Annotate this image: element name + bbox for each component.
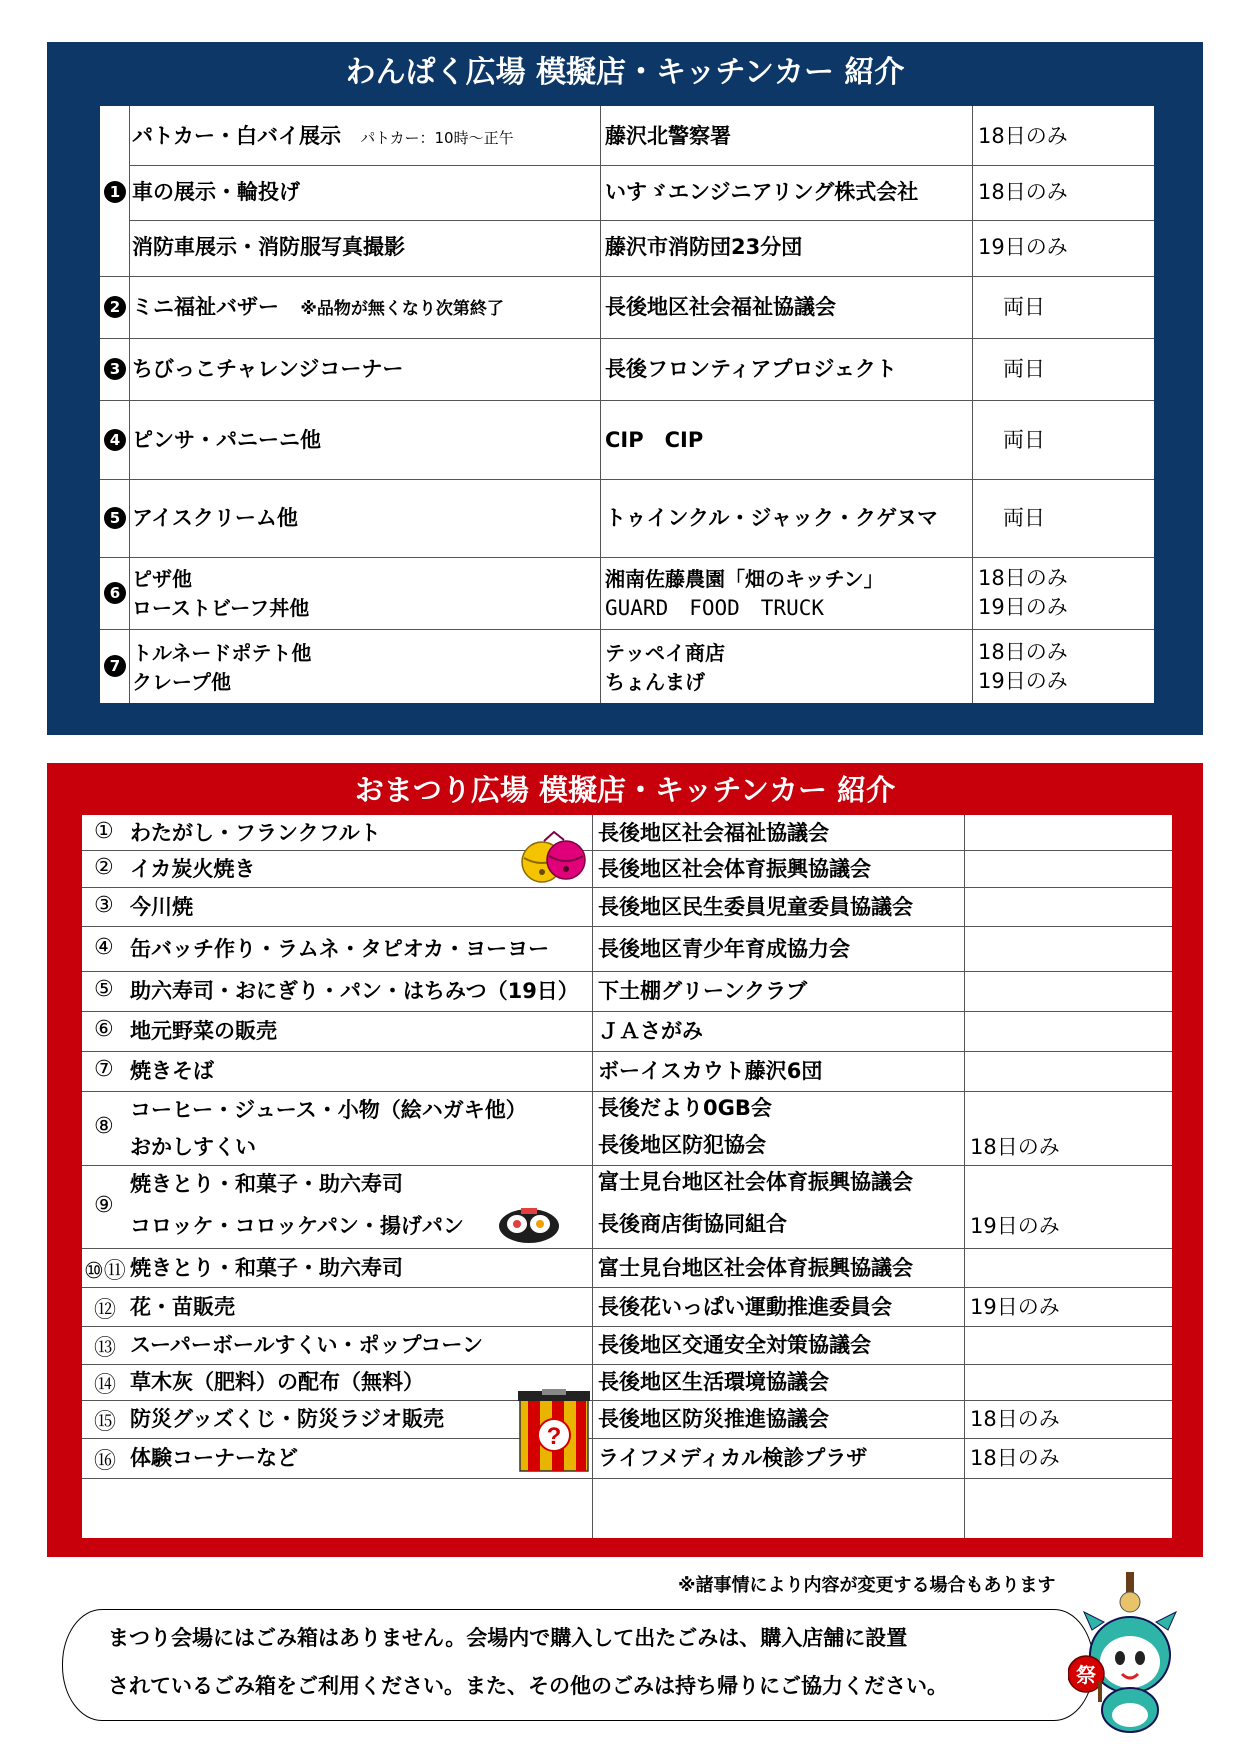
row-number: ⑦ (94, 1057, 114, 1082)
divider (100, 479, 1154, 480)
divider (129, 220, 1154, 221)
item-note: パトカー：10時～正午 (360, 129, 514, 147)
date-label: 18日のみ (970, 1446, 1060, 1470)
item-label: クレープ他 (132, 670, 231, 694)
org-label: テッペイ商店 (605, 641, 725, 665)
org-label: 藤沢北警察署 (605, 124, 731, 148)
date-label: 両日 (1003, 506, 1045, 530)
row-number: ⑯ (94, 1449, 117, 1474)
bells-illustration-icon (520, 828, 588, 886)
org-label: ライフメディカル検診プラザ (598, 1446, 868, 1470)
divider (964, 815, 965, 1538)
item-label: おかしすくい (130, 1135, 256, 1159)
item-label: 体験コーナーなど (130, 1446, 298, 1470)
divider (82, 971, 1172, 972)
org-label: 長後地区生活環境協議会 (598, 1370, 829, 1394)
item-label: 焼きとり・和菓子・助六寿司 (130, 1255, 403, 1280)
divider (82, 1400, 1172, 1401)
row-number: ⑫ (94, 1297, 117, 1323)
org-label: 長後フロンティアプロジェクト (605, 357, 897, 381)
footnote: ※諸事情により内容が変更する場合もあります (678, 1575, 1056, 1596)
divider (82, 926, 1172, 927)
item-label: 車の展示・輪投げ (132, 180, 300, 204)
org-label: 藤沢市消防団23分団 (605, 235, 803, 259)
row-number: ② (94, 854, 114, 880)
row-number: ⑨ (94, 1192, 114, 1218)
item-label: ちびっこチャレンジコーナー (132, 357, 404, 381)
org-label: ＪＡさがみ (598, 1019, 703, 1043)
org-label: 富士見台地区社会体育振興協議会 (598, 1170, 913, 1194)
date-label: 両日 (1003, 357, 1045, 381)
org-label: 富士見台地区社会体育振興協議会 (598, 1255, 913, 1280)
date-label: 18日のみ (970, 1135, 1060, 1159)
org-label: 長後花いっぱい運動推進委員会 (598, 1294, 892, 1319)
divider (82, 1326, 1172, 1327)
row-number: ⑬ (94, 1336, 117, 1361)
item-label: コーヒー・ジュース・小物（絵ハガキ他） (130, 1098, 527, 1122)
org-label: GUARD FOOD TRUCK (605, 596, 825, 620)
trash-notice-line: されているごみ箱をご利用ください。また、その他のごみは持ち帰りにご協力ください。 (108, 1674, 948, 1698)
item-label: 防災グッズくじ・防災ラジオ販売 (130, 1407, 444, 1431)
row-number: ⑭ (94, 1373, 117, 1398)
item-label: 焼きとり・和菓子・助六寿司 (130, 1172, 403, 1196)
omatsuri-section (47, 763, 1203, 1557)
org-label: 長後地区民生委員児童委員協議会 (598, 894, 913, 919)
date-label: 19日のみ (978, 595, 1068, 619)
divider (129, 106, 130, 703)
org-label: 長後地区防災推進協議会 (598, 1407, 829, 1431)
date-label: 18日のみ (978, 124, 1068, 148)
item-text: パトカー・白バイ展示 (132, 124, 341, 148)
date-label: 18日のみ (978, 640, 1068, 664)
divider (82, 1478, 1172, 1479)
item-label: 消防車展示・消防服写真撮影 (132, 235, 405, 259)
row-number: ④ (94, 934, 114, 960)
date-label: 19日のみ (970, 1213, 1060, 1238)
divider (600, 106, 601, 703)
date-label: 両日 (1003, 295, 1045, 319)
divider (82, 1248, 1172, 1249)
date-label: 18日のみ (978, 180, 1068, 204)
date-label: 19日のみ (978, 235, 1068, 259)
divider (100, 400, 1154, 401)
date-label: 18日のみ (978, 566, 1068, 590)
divider (129, 165, 1154, 166)
trash-notice-box (62, 1609, 1094, 1721)
item-label: コロッケ・コロッケパン・揚げパン (130, 1213, 464, 1238)
number-badge: 3 (104, 358, 126, 380)
item-label: 助六寿司・おにぎり・パン・はちみつ（19日） (130, 979, 579, 1003)
divider (592, 815, 593, 1538)
divider (100, 629, 1154, 630)
item-label: わたがし・フランクフルト (130, 820, 381, 845)
mascot-illustration-icon (1068, 1570, 1178, 1740)
item-label: ローストビーフ丼他 (132, 596, 310, 620)
row-number: ⑥ (94, 1017, 114, 1042)
org-label: トゥインクル・ジャック・クゲヌマ (605, 506, 938, 530)
row-number: ⑤ (94, 977, 114, 1002)
item-label: トルネードポテト他 (132, 641, 312, 665)
divider (972, 106, 973, 703)
org-label: ちょんまげ (605, 670, 705, 694)
item-label: ピンサ・パニーニ他 (132, 428, 321, 452)
org-label: 長後地区社会福祉協議会 (598, 820, 829, 845)
org-label: 長後地区交通安全対策協議会 (598, 1333, 871, 1357)
svg-text:?: ? (546, 1423, 562, 1450)
omatsuri-table (82, 815, 1172, 1538)
org-label: いすゞエンジニアリング株式会社 (605, 180, 919, 204)
item-label: 花・苗販売 (130, 1294, 235, 1319)
item-label (132, 123, 514, 151)
org-label: ボーイスカウト藤沢6団 (598, 1059, 823, 1083)
item-label: 草木灰（肥料）の配布（無料） (130, 1370, 424, 1394)
item-label: 缶バッチ作り・ラムネ・タピオカ・ヨーヨー (130, 936, 550, 961)
org-label: 長後地区青少年育成協力会 (598, 936, 850, 961)
item-label: 今川焼 (130, 894, 193, 919)
divider (82, 1364, 1172, 1365)
row-number: ⑩⑪ (84, 1258, 126, 1284)
number-badge: 4 (104, 429, 126, 451)
item-label: 焼きそば (130, 1059, 214, 1083)
org-label: 長後商店街協同組合 (598, 1211, 787, 1236)
date-label: 19日のみ (970, 1294, 1060, 1319)
number-badge: 6 (104, 582, 126, 604)
trash-notice-line: まつり会場にはごみ箱はありません。会場内で購入して出たごみは、購入店舗に設置 (108, 1626, 908, 1650)
date-label: 両日 (1003, 428, 1045, 452)
wanpaku-table (100, 106, 1154, 703)
row-number: ① (94, 818, 114, 844)
lottery-box-icon (518, 1389, 590, 1473)
divider (100, 338, 1154, 339)
org-label: 長後地区防犯協会 (598, 1133, 766, 1157)
date-label: 18日のみ (970, 1407, 1060, 1431)
row-number: ⑧ (94, 1114, 114, 1139)
org-label: 長後だより0GB会 (598, 1096, 772, 1120)
number-badge: 5 (104, 507, 126, 529)
row-number: ③ (94, 892, 114, 918)
divider (82, 1287, 1172, 1288)
divider (82, 850, 1172, 851)
item-note: ※品物が無くなり次第終了 (300, 299, 504, 319)
org-label: 長後地区社会福祉協議会 (605, 295, 836, 319)
item-label: アイスクリーム他 (132, 506, 298, 530)
org-label: 下土棚グリーンクラブ (598, 979, 808, 1003)
divider (82, 1011, 1172, 1012)
number-badge: 1 (104, 181, 126, 203)
divider (82, 1165, 1172, 1166)
mascot-fan-text: 祭 (1076, 1663, 1096, 1687)
org-label: 長後地区社会体育振興協議会 (598, 856, 871, 881)
divider (100, 276, 1154, 277)
number-badge: 2 (104, 296, 126, 318)
wanpaku-section (47, 42, 1203, 735)
date-label: 19日のみ (978, 669, 1068, 693)
item-label: ピザ他 (132, 567, 192, 591)
divider (82, 1438, 1172, 1439)
wanpaku-title: わんぱく広場 模擬店・キッチンカー 紹介 (345, 55, 905, 90)
org-label: CIP CIP (605, 428, 704, 452)
item-label: 地元野菜の販売 (130, 1019, 277, 1043)
divider (82, 887, 1172, 888)
row-number: ⑮ (94, 1410, 117, 1435)
item-text: ミニ福祉バザー (132, 295, 279, 319)
sushi-roll-icon (497, 1206, 561, 1246)
item-label (132, 294, 504, 322)
org-label: 湘南佐藤農園「畑のキッチン」 (605, 567, 884, 591)
item-label: スーパーボールすくい・ポップコーン (130, 1333, 484, 1357)
number-badge: 7 (104, 655, 126, 677)
divider (82, 1051, 1172, 1052)
omatsuri-title: おまつり広場 模擬店・キッチンカー 紹介 (354, 773, 896, 807)
divider (100, 557, 1154, 558)
divider (82, 1091, 1172, 1092)
item-label: イカ炭火焼き (130, 856, 256, 881)
